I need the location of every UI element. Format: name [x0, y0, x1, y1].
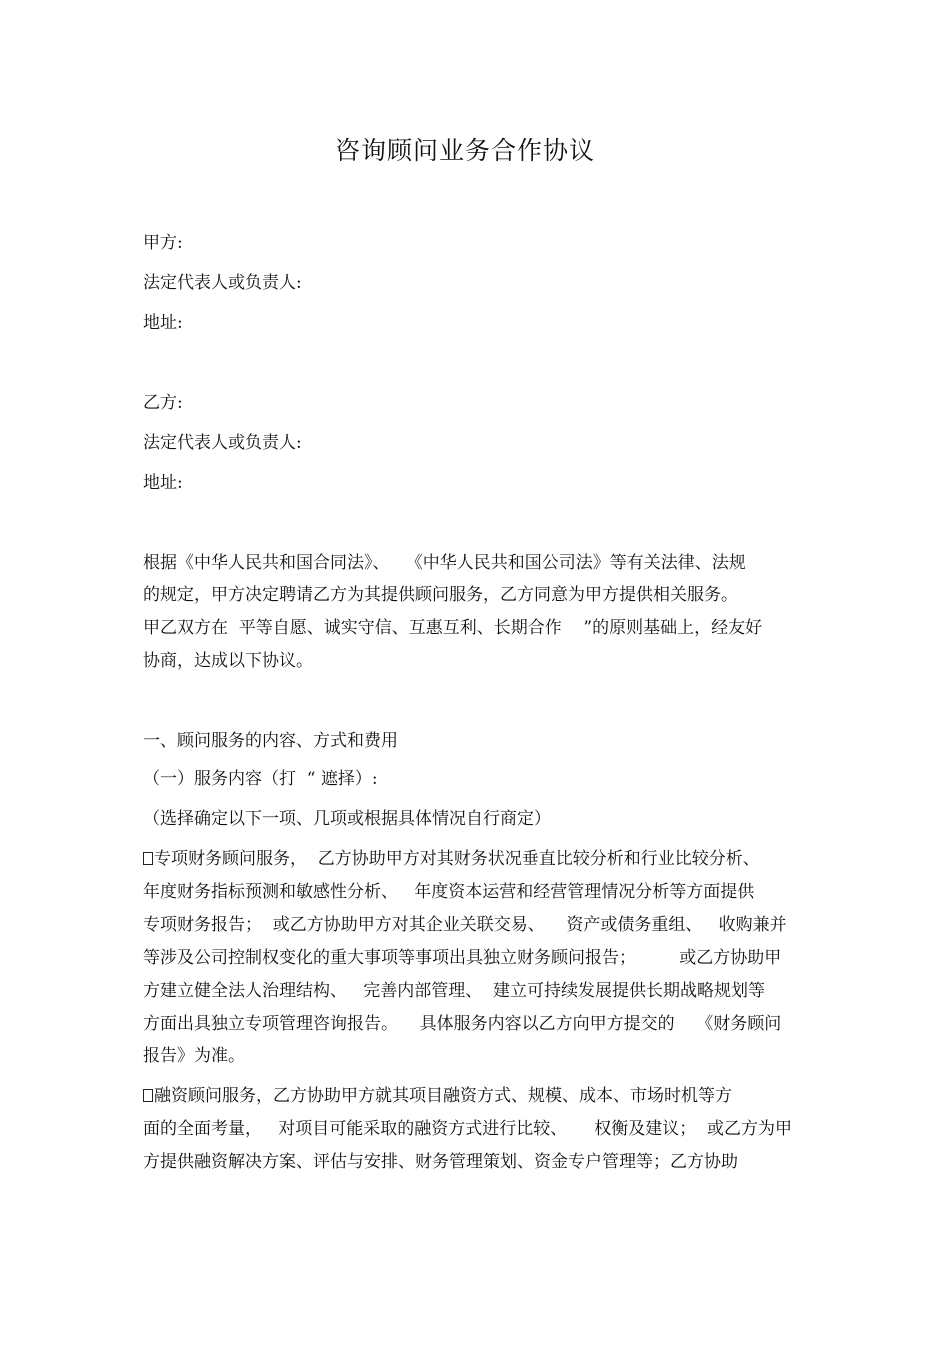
option-text-line: 方提供融资解决方案、评估与安排、财务管理策划、资金专户管理等；乙方协助	[143, 1152, 738, 1172]
checkbox-icon[interactable]	[143, 1089, 153, 1102]
party-a-address-label: 地址:	[143, 313, 183, 333]
preamble-line: 的规定，甲方决定聘请乙方为其提供顾问服务，乙方同意为甲方提供相关服务。	[143, 585, 738, 605]
sub-heading: （一）服务内容（打 “ 遮择）:	[143, 769, 378, 789]
option-text: 专项财务顾问服务， 乙方协助甲方对其财务状况垂直比较分析和行业比较分析、	[154, 849, 760, 869]
option-text-line: 报告》为准。	[143, 1046, 245, 1066]
party-a-name-label: 甲方:	[143, 233, 183, 253]
party-a-representative-label: 法定代表人或负责人:	[143, 273, 302, 293]
party-b-representative-label: 法定代表人或负责人:	[143, 433, 302, 453]
party-b-address-label: 地址:	[143, 473, 183, 493]
option-text-line: 等涉及公司控制权变化的重大事项等事项出具独立财务顾问报告； 或乙方协助甲	[143, 948, 782, 968]
option-text: 融资顾问服务，乙方协助甲方就其项目融资方式、规模、成本、市场时机等方	[154, 1086, 732, 1106]
option-text-line: 面的全面考量， 对项目可能采取的融资方式进行比较、 权衡及建议； 或乙方为甲	[143, 1119, 793, 1139]
checkbox-icon[interactable]	[143, 852, 153, 865]
option-item-financing-advisory	[143, 1083, 732, 1109]
section-heading: 一、顾问服务的内容、方式和费用	[143, 731, 398, 751]
option-text-line: 方建立健全法人治理结构、 完善内部管理、 建立可持续发展提供长期战略规划等	[143, 981, 766, 1001]
document-title: 咨询顾问业务合作协议	[334, 136, 595, 165]
preamble-line: 根据《中华人民共和国合同法》、 《中华人民共和国公司法》等有关法律、法规	[143, 553, 746, 573]
option-text-line: 方面出具独立专项管理咨询报告。 具体服务内容以乙方向甲方提交的 《财务顾问	[143, 1014, 782, 1034]
preamble-line: 甲乙双方在 平等自愿、诚实守信、互惠互利、长期合作 ”的原则基础上，经友好	[143, 618, 763, 638]
option-item-financial-advisory	[143, 846, 760, 872]
option-text-line: 年度财务指标预测和敏感性分析、 年度资本运营和经营管理情况分析等方面提供	[143, 882, 755, 902]
party-b-name-label: 乙方:	[143, 393, 183, 413]
selection-note: （选择确定以下一项、几项或根据具体情况自行商定）	[143, 809, 551, 829]
preamble-line: 协商，达成以下协议。	[143, 651, 313, 671]
option-text-line: 专项财务报告； 或乙方协助甲方对其企业关联交易、 资产或债务重组、 收购兼并	[143, 915, 787, 935]
